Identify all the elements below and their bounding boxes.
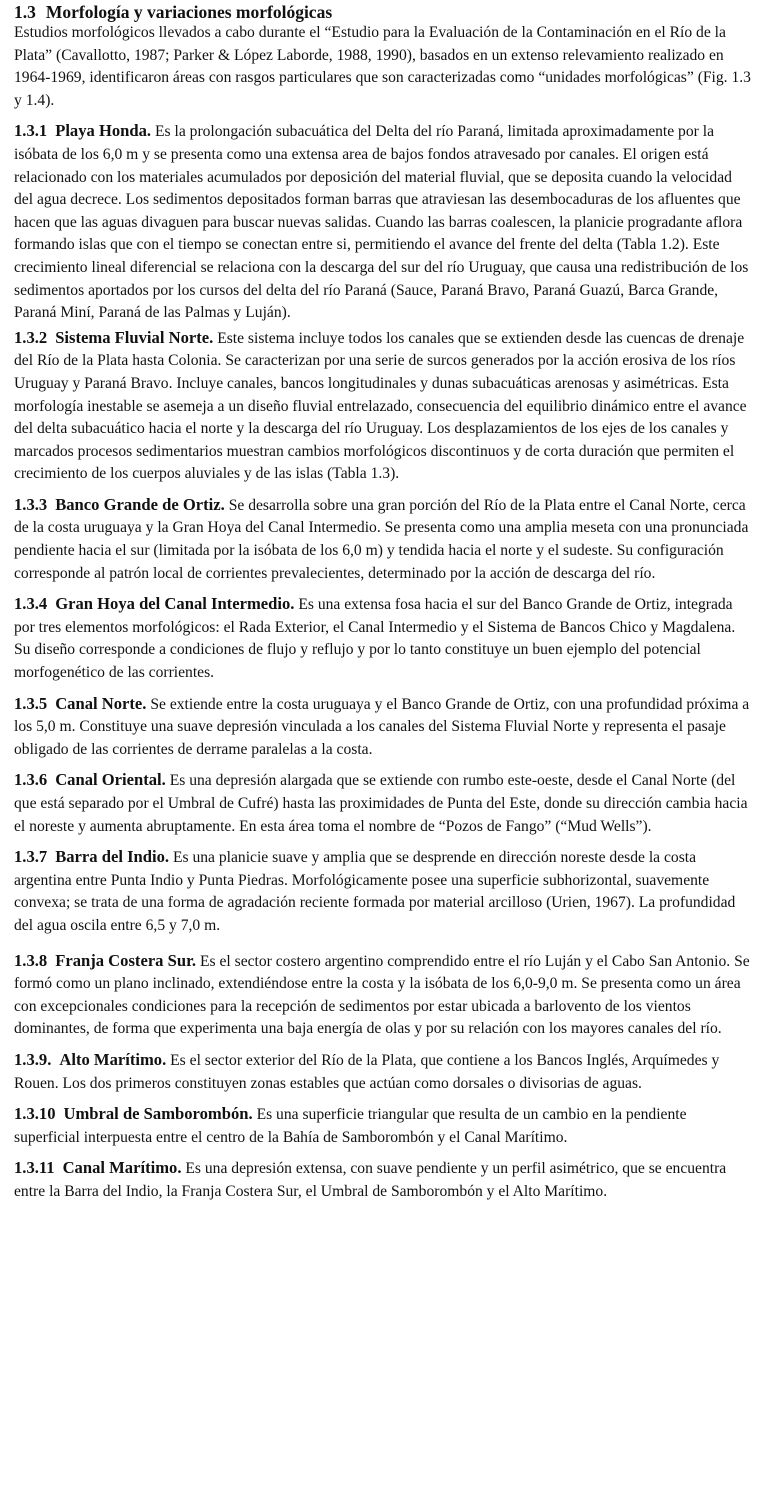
subsection-title: Banco Grande de Ortiz.	[55, 494, 225, 514]
subsection-heading	[14, 594, 294, 613]
subsection-paragraph	[14, 950, 754, 1041]
subsection-title: Barra del Indio.	[55, 847, 170, 867]
subsection-text: Es una superficie triangular que resulta de un cambio en la pendiente superficial interpuesta entre el centro de la Bahía de Samborombón y el Canal Marítimo.	[14, 1106, 687, 1146]
subsections-list	[14, 120, 754, 1203]
subsection-number: 1.3.11	[14, 1158, 55, 1178]
section-intro-paragraph: Estudios morfológicos llevados a cabo durante el “Estudio para la Evaluación de la Contaminación en el Río de la Plata” (Cavallotto, 1987; Parker & López Laborde, 1988, 1990), basados en un extenso relevamiento realizado en 1964-1969, identificaron áreas con rasgos particulares que son caracterizadas como “unidades morfológicas” (Fig. 1.3 y 1.4).	[14, 24, 751, 109]
subsection-title: Canal Oriental.	[55, 770, 166, 790]
subsection-paragraph	[14, 494, 754, 585]
subsection-heading	[14, 847, 169, 866]
subsection-title: Alto Marítimo.	[59, 1049, 167, 1069]
subsection-text: Es una planicie suave y amplia que se desprende en dirección noreste desde la costa argentina entre Punta Indio y Punta Piedras. Morfológicamente posee una superficie subhorizontal, suavemente convexa; se trata de una forma de agradación reciente formada por material arcilloso (Urien, 1967). La profundidad del agua oscila entre 6,5 y 7,0 m.	[14, 849, 736, 934]
subsection-text: Es la prolongación subacuática del Delta del río Paraná, limitada aproximadamente por la isóbata de los 6,0 m y se presenta como una extensa area de bajos fondos atravesado por canales. El origen está relacionado con los materiales acumulados por deposición del material fluvial, que se deposita cuando la velocidad del agua decrece. Los sedimentos depositados forman barras que atraviesan las desembocaduras de los afluentes que hacen que las aguas divaguen para buscar nuevas salidas. Cuando las barras coalescen, la planicie progradante aflora formando islas que con el tiempo se conectan entre si, permitiendo el avance del frente del delta (Tabla 1.2). Este crecimiento lineal diferencial se relaciona con la descarga del sur del río Uruguay, que causa una redistribución de los sedimentos aportados por los cursos del delta del río Paraná (Sauce, Paraná Bravo, Paraná Guazú, Barca Grande, Paraná Miní, Paraná de las Palmas y Luján).	[14, 123, 749, 322]
subsection-heading	[14, 770, 166, 789]
subsection-heading	[14, 121, 151, 140]
section-number: 1.3	[14, 2, 36, 22]
subsection-title: Umbral de Samborombón.	[63, 1104, 253, 1124]
subsection-title: Playa Honda.	[55, 121, 152, 141]
subsection-text: Se extiende entre la costa uruguaya y el Banco Grande de Ortiz, con una profundidad próxima a los 5,0 m. Constituye una suave depresión vinculada a los canales del Sistema Fluvial Norte y representa el pasaje obligado de las corrientes de derrame paralelas a la costa.	[14, 695, 750, 758]
subsection-number: 1.3.9.	[14, 1049, 52, 1069]
subsection-number: 1.3.10	[14, 1104, 56, 1124]
subsection-number: 1.3.4	[14, 594, 48, 614]
subsection-text: Es una depresión extensa, con suave pendiente y un perfil asimétrico, que se encuentra entre la Barra del Indio, la Franja Costera Sur, el Umbral de Samborombón y el Alto Marítimo.	[14, 1160, 727, 1200]
subsection-paragraph	[14, 327, 754, 486]
section-heading	[14, 2, 754, 22]
subsection-number: 1.3.5	[14, 693, 48, 713]
subsection-heading	[14, 495, 225, 514]
subsection-title: Canal Marítimo.	[62, 1158, 182, 1178]
subsection-heading	[14, 951, 196, 970]
subsection-number: 1.3.3	[14, 494, 48, 514]
subsection-number: 1.3.7	[14, 847, 48, 867]
subsection-paragraph	[14, 693, 754, 762]
subsection-text: Es el sector exterior del Río de la Plata, que contiene a los Bancos Inglés, Arquímedes y Rouen. Los dos primeros constituyen zonas estables que actúan como dorsales o divisorias de aguas.	[14, 1051, 720, 1092]
subsection-paragraph	[14, 1103, 754, 1149]
subsection-text: Es el sector costero argentino comprendido entre el río Luján y el Cabo San Antonio. Se formó como un plano inclinado, extendiéndose entre la costa y la isóbata de los 6,0-9,0 m. Se presenta como un área con excepcionales condiciones para la recepción de sedimentos por estar ubicada a barlovento de los vientos dominantes, de forma que experimenta una baja energía de olas y por su relación con los mayores canales del río.	[14, 952, 750, 1038]
subsection-heading	[14, 1158, 181, 1177]
subsection-number: 1.3.2	[14, 327, 48, 347]
subsection-number: 1.3.8	[14, 950, 48, 970]
section-title: Morfología y variaciones morfológicas	[45, 2, 333, 22]
subsection-title: Canal Norte.	[55, 693, 147, 713]
subsection-text: Se desarrolla sobre una gran porción del Río de la Plata entre el Canal Norte, cerca de la costa uruguaya y la Gran Hoya del Canal Intermedio. Se presenta como una amplia meseta con una pronunciada pendiente hacia el sur (limitada por la isóbata de los 6,0 m) y tendida hacia el norte y el sudeste. Su configuración corresponde al patrón local de corrientes prevalecientes, determinado por la acción de descarga del río.	[14, 496, 749, 582]
subsection-heading	[14, 1050, 166, 1069]
subsection-text: Es una depresión alargada que se extiende con rumbo este-oeste, desde el Canal Norte (del que está separado por el Umbral de Cufré) hasta las proximidades de Punta del Este, donde su dirección cambia hacia el noreste y aumenta abruptamente. En esta área toma el nombre de “Pozos de Fango” (“Mud Wells”).	[14, 772, 748, 835]
subsection-heading	[14, 694, 146, 713]
subsection-title: Sistema Fluvial Norte.	[55, 327, 214, 347]
subsection-paragraph	[14, 120, 754, 324]
subsection-text: Este sistema incluye todos los canales que se extienden desde las cuencas de drenaje del Río de la Plata hasta Colonia. Se caracterizan por una serie de surcos generados por la acción erosiva de los ríos Uruguay y Paraná Bravo. Incluye canales, bancos longitudinales y dunas subacuáticas arenosas y asimétricas. Esta morfología inestable se asemeja a un diseño fluvial entrelazado, consecuencia del equilibrio dinámico entre el avance del delta subacuático hacia el norte y la descarga del río Uruguay. Los desplazamientos de los ejes de los canales y marcados procesos sedimentarios muestran cambios morfológicos discontinuos y de corta duración que permiten el crecimiento de los cuerpos aluviales y de las islas (Tabla 1.3).	[14, 329, 747, 483]
subsection-paragraph	[14, 769, 754, 838]
subsection-text: Es una extensa fosa hacia el sur del Banco Grande de Ortiz, integrada por tres elementos morfológicos: el Rada Exterior, el Canal Intermedio y el Sistema de Bancos Chico y Magdalena. Su diseño corresponde a condiciones de flujo y reflujo y por lo tanto constituye un buen ejemplo del potencial morfogenético de las corrientes.	[14, 596, 736, 682]
subsection-paragraph	[14, 846, 754, 937]
document-page	[0, 2, 760, 1512]
subsection-number: 1.3.1	[14, 121, 48, 141]
subsection-heading	[14, 1104, 253, 1123]
subsection-paragraph	[14, 1157, 754, 1203]
subsection-title: Gran Hoya del Canal Intermedio.	[55, 594, 295, 614]
subsection-heading	[14, 328, 213, 347]
subsection-title: Franja Costera Sur.	[55, 950, 197, 970]
subsection-paragraph	[14, 1049, 754, 1095]
subsection-number: 1.3.6	[14, 770, 48, 790]
subsection-paragraph	[14, 593, 754, 684]
